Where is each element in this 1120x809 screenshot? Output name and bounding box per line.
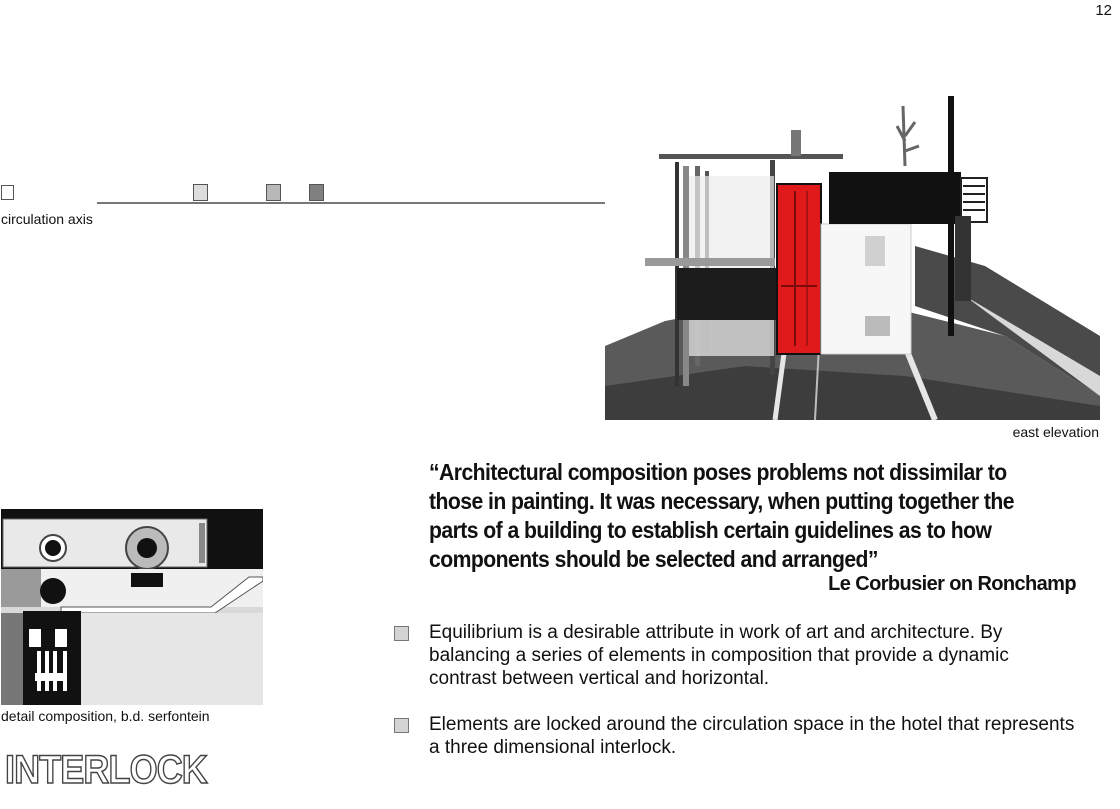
detail-composition-caption: detail composition, b.d. serfontein	[1, 708, 210, 724]
axis-marker-light	[193, 184, 208, 201]
bullet-marker-1	[394, 626, 409, 641]
bullet-marker-2	[394, 718, 409, 733]
quote-text: “Architectural composition poses problems not dissimilar to those in painting. It was necessary, when putting together the parts of a building to establish certain guidelines as to how components should be selected and arranged”	[429, 459, 1014, 572]
circulation-axis-label: circulation axis	[1, 211, 93, 227]
east-elevation-photo	[605, 96, 1100, 420]
detail-composition-photo	[1, 509, 263, 705]
axis-marker-mid	[266, 184, 281, 201]
bullet-text-1: Equilibrium is a desirable attribute in work of art and architecture. By balancing a series of elements in composition that provide a dynamic contrast between vertical and horizontal.	[429, 622, 1009, 689]
page-title: INTERLOCK	[5, 748, 207, 792]
axis-marker-start	[1, 185, 14, 200]
quote-attribution: Le Corbusier on Ronchamp	[828, 573, 1076, 595]
east-elevation-caption: east elevation	[1012, 424, 1099, 440]
axis-marker-dark	[309, 184, 324, 201]
page-number: 12	[1095, 2, 1112, 19]
bullet-text-2: Elements are locked around the circulation space in the hotel that represents a three dimensional interlock.	[429, 714, 1075, 758]
